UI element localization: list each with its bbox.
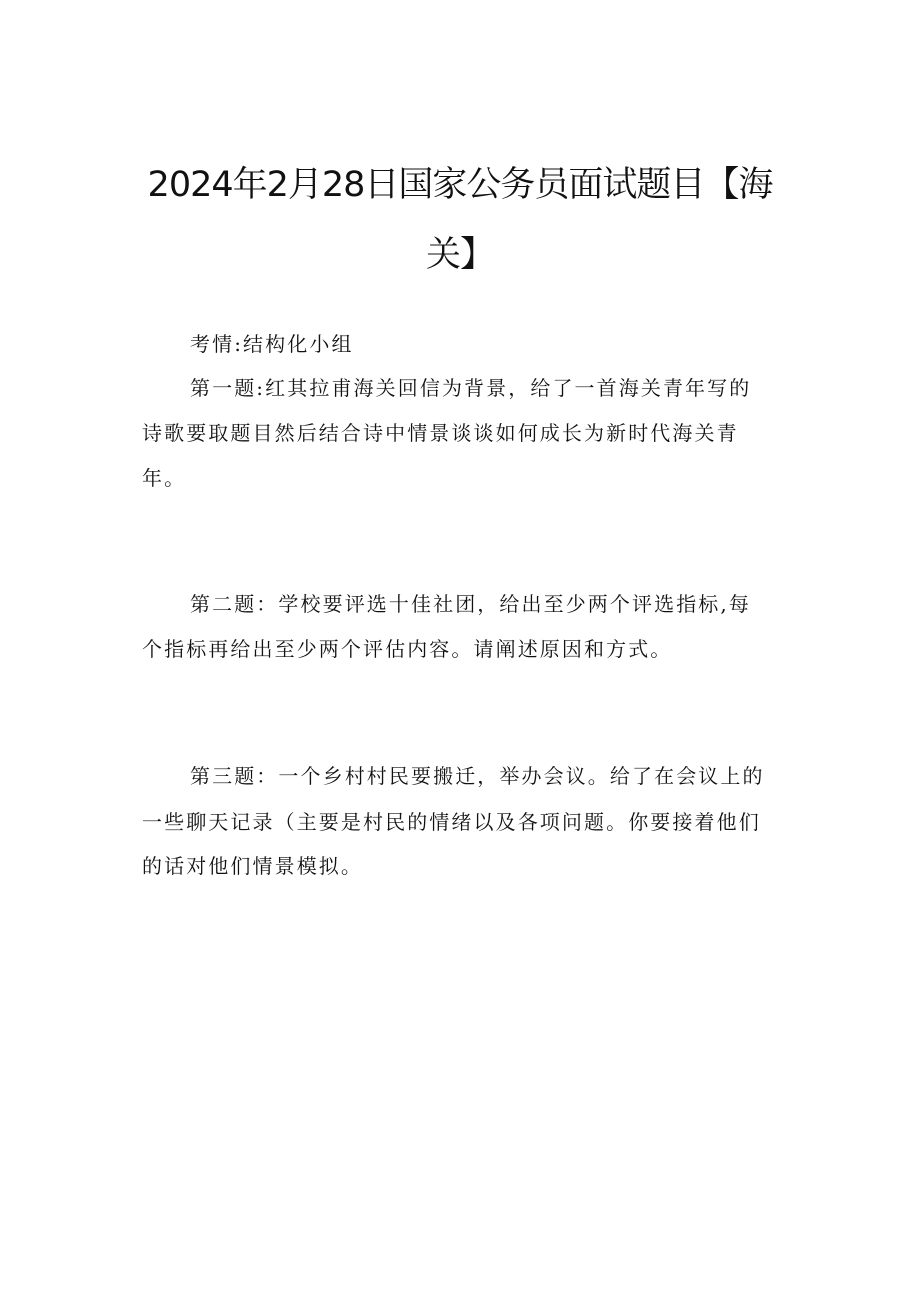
question-3-line-2: 一些聊天记录（主要是村民的情绪以及各项问题。你要接着他们 [142,810,761,834]
document-title-line-2: 关】 [425,235,494,275]
question-2-line-2: 个指标再给出至少两个评估内容。请阐述原因和方式。 [142,637,673,661]
document-title-line-1: 2024年2月28日国家公务员面试题目【海 [147,165,773,205]
question-1-line-3: 年。 [142,466,187,490]
exam-info: 考情:结构化小组 [190,332,354,356]
question-1-line-2: 诗歌要取题目然后结合诗中情景谈谈如何成长为新时代海关青 [142,421,739,445]
question-3-line-3: 的话对他们情景模拟。 [142,854,363,878]
question-2-line-1: 第二题：学校要评选十佳社团，给出至少两个评选指标,每 [190,592,751,616]
question-1-line-1: 第一题:红其拉甫海关回信为背景，给了一首海关青年写的 [190,376,752,400]
question-3-line-1: 第三题：一个乡村村民要搬迁，举办会议。给了在会议上的 [190,764,765,788]
